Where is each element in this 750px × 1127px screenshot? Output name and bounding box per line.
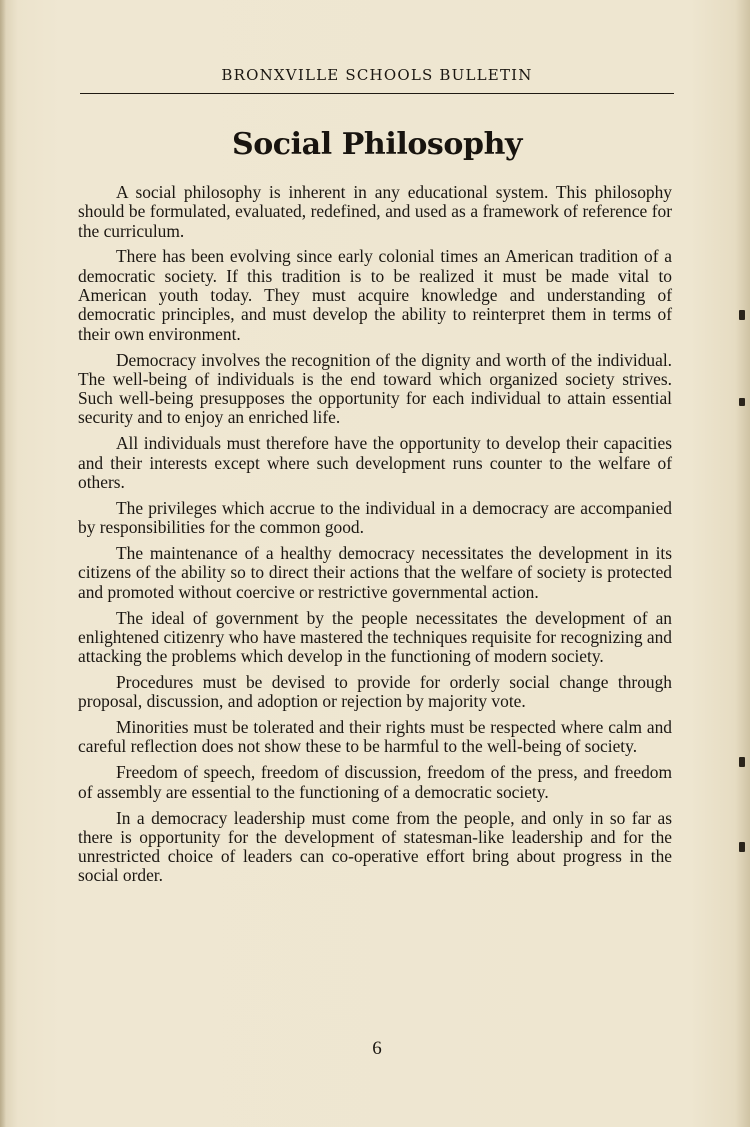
edge-mark: [739, 757, 745, 767]
paragraph: In a democracy leadership must come from the people, and only in so far as there is opportunity for the development of statesman-like leadership and for the unrestricted choice of leaders can co-operative effort bring about progress in the social order.: [78, 807, 672, 886]
paragraph: Freedom of speech, freedom of discussion, freedom of the press, and freedom of assembly are essential to the functioning of a democratic society.: [78, 762, 672, 802]
running-header: BRONXVILLE SCHOOLS BULLETIN: [221, 66, 533, 84]
paragraph: A social philosophy is inherent in any educational system. This philosophy should be formulated, evaluated, redefined, and used as a framework of reference for the curriculum.: [78, 182, 672, 241]
paragraph: The ideal of government by the people necessitates the development of an enlightened citizenry who have mastered the techniques requisite for recognizing and attacking the problems which develop in the functioning of modern society.: [78, 607, 672, 667]
paragraph: Democracy involves the recognition of the dignity and worth of the individual. The well-being of individuals is the end toward which organized society strives. Such well-being presupposes the opportunity for each individual to attain essential security and to enjoy an enriched life.: [78, 349, 672, 428]
edge-mark: [739, 310, 745, 320]
paragraph: The maintenance of a healthy democracy necessitates the development in its citizens of the ability so to direct their actions that the welfare of society is protected and promoted without coercive or restrictive governmental action.: [78, 543, 672, 602]
edge-mark: [739, 398, 745, 406]
paragraph: Procedures must be devised to provide for orderly social change through proposal, discussion, and adoption or rejection by majority vote.: [78, 671, 672, 712]
edge-mark: [739, 842, 745, 852]
page-title: Social Philosophy: [231, 127, 523, 162]
paragraph: All individuals must therefore have the opportunity to develop their capacities and their interests except where such development runs counter to the welfare of others.: [78, 433, 672, 492]
body-text: [78, 183, 672, 892]
paragraph: There has been evolving since early colonial times an American tradition of a democratic society. If this tradition is to be realized it must be made vital to American youth today. They must acquire knowledge and understanding of democratic principles, and must develop the ability to reinterpret them in terms of their own environment.: [78, 246, 672, 344]
header-rule: [80, 93, 674, 94]
page-number: 6: [372, 1038, 382, 1059]
paragraph: Minorities must be tolerated and their rights must be respected where calm and careful reflection does not show these to be harmful to the well-being of society.: [78, 717, 672, 757]
spine-shadow: [0, 0, 6, 1127]
paragraph: The privileges which accrue to the individual in a democracy are accompanied by responsibilities for the common good.: [78, 497, 672, 538]
